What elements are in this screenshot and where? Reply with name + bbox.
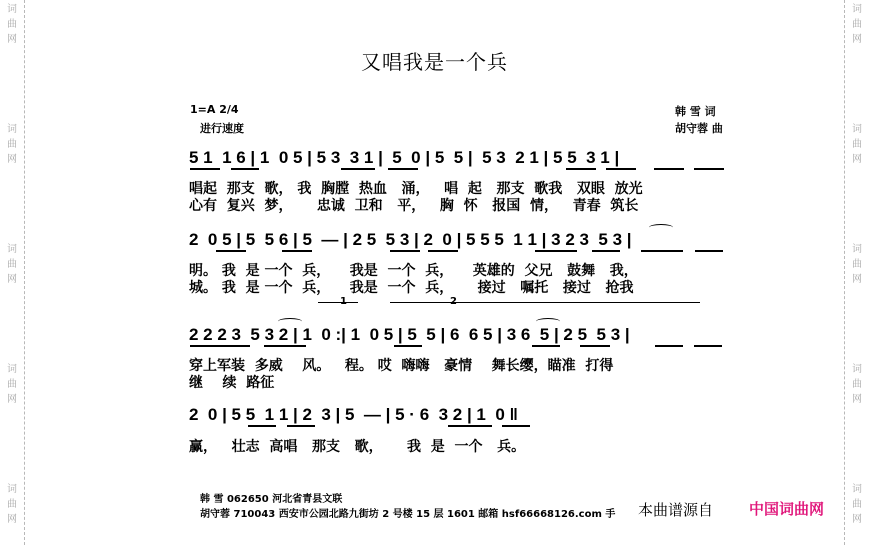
beam-line [694, 168, 724, 170]
watermark-text: 词 曲 网 [7, 364, 17, 405]
lyrics-row-2-verse-1: 明。 我 是 一个 兵， 我是 一个 兵， 英雄的 父兄 鼓舞 我， [189, 263, 638, 279]
beam-line [502, 425, 530, 427]
beam-line [428, 250, 458, 252]
right-watermark-strip [844, 0, 869, 545]
lyrics-row-3-verse-2: 继 续 路征 [189, 375, 275, 391]
watermark-text: 词 曲 网 [852, 4, 862, 45]
beam-line [535, 250, 577, 252]
watermark-text: 词 曲 网 [7, 4, 17, 45]
beam-line [532, 345, 560, 347]
volta-bracket-1 [318, 302, 358, 303]
volta-bracket-2 [390, 302, 700, 303]
watermark-text: 词 曲 网 [852, 484, 862, 525]
beam-line [231, 168, 259, 170]
watermark-text: 词 曲 网 [7, 124, 17, 165]
lyrics-row-3-verse-1: 穿上军装 多威 风。 程。 哎 嗨嗨 豪情 舞长缨，瞄准 打得 [189, 358, 614, 374]
beam-line [580, 345, 610, 347]
beam-line [248, 425, 276, 427]
notation-row-1: 5 1 1 6 | 1 0 5 | 5 3 3 1 | 5 0 | 5 5 | 5 3 2 1 | 5 5 3 1 | [189, 148, 620, 167]
beam-line [282, 250, 312, 252]
tempo-marking: 进行速度 [200, 122, 244, 135]
lyricist-address: 韩 雪 062650 河北省青县文联 [200, 494, 343, 505]
beam-line [190, 345, 250, 347]
volta-label-1: 1 [340, 296, 347, 307]
beam-line [592, 250, 620, 252]
watermark-text: 词 曲 网 [852, 364, 862, 405]
composer-credit: 胡守蓉 曲 [675, 122, 723, 135]
source-note: 本曲谱源自 [638, 501, 714, 519]
notation-row-2: 2 0 5 | 5 5 6 | 5 — | 2 5 5 3 | 2 0 | 5 5 5 1 1 | 3 2 3 5 3 | [189, 230, 632, 249]
beam-line [264, 345, 306, 347]
beam-line [341, 168, 375, 170]
watermark-text: 词 曲 网 [7, 244, 17, 285]
lyrics-row-2-verse-2: 城。 我 是 一个 兵， 我是 一个 兵， 接过 嘱托 接过 抢我 [189, 280, 634, 296]
beam-line [287, 425, 315, 427]
site-brand[interactable]: 中国词曲网 [749, 500, 825, 518]
song-title: 又唱我是一个兵 [361, 50, 508, 74]
slur-mark [536, 318, 560, 325]
beam-line [695, 250, 723, 252]
composer-address: 胡守蓉 710043 西安市公园北路九街坊 2 号楼 15 层 1601 邮箱 hsf66668126.com 手 [200, 509, 616, 520]
lyrics-row-4-verse-1: 赢， 壮志 高唱 那支 歌， 我 是 一个 兵。 [189, 439, 526, 455]
left-watermark-strip [0, 0, 25, 545]
watermark-text: 词 曲 网 [7, 484, 17, 525]
beam-line [654, 168, 684, 170]
key-signature: 1=A 2/4 [190, 103, 239, 116]
notation-row-3: 2 2 2 3 5 3 2 | 1 0 :| 1 0 5 | 5 5 | 6 6 5 | 3 6 5 | 2 5 5 3 | [189, 325, 630, 344]
lyrics-row-1-verse-2: 心有 复兴 梦， 忠诚 卫和 平， 胸 怀 报国 情， 青春 筑长 [189, 198, 639, 214]
watermark-text: 词 曲 网 [852, 244, 862, 285]
beam-line [448, 425, 492, 427]
beam-line [641, 250, 683, 252]
beam-line [390, 250, 420, 252]
beam-line [388, 168, 418, 170]
beam-line [655, 345, 683, 347]
volta-label-2: 2 [450, 296, 457, 307]
beam-line [566, 168, 596, 170]
notation-row-4: 2 0 | 5 5 1 1 | 2 3 | 5 — | 5 · 6 3 2 | 1 0 ‖ [189, 405, 518, 424]
lyricist-credit: 韩 雪 词 [675, 105, 716, 118]
slur-mark [278, 318, 302, 325]
lyrics-row-1-verse-1: 唱起 那支 歌， 我 胸膛 热血 涌， 唱 起 那支 歌我 双眼 放光 [189, 181, 643, 197]
beam-line [394, 345, 422, 347]
beam-line [190, 168, 220, 170]
watermark-text: 词 曲 网 [852, 124, 862, 165]
beam-line [606, 168, 636, 170]
beam-line [694, 345, 722, 347]
beam-line [216, 250, 246, 252]
